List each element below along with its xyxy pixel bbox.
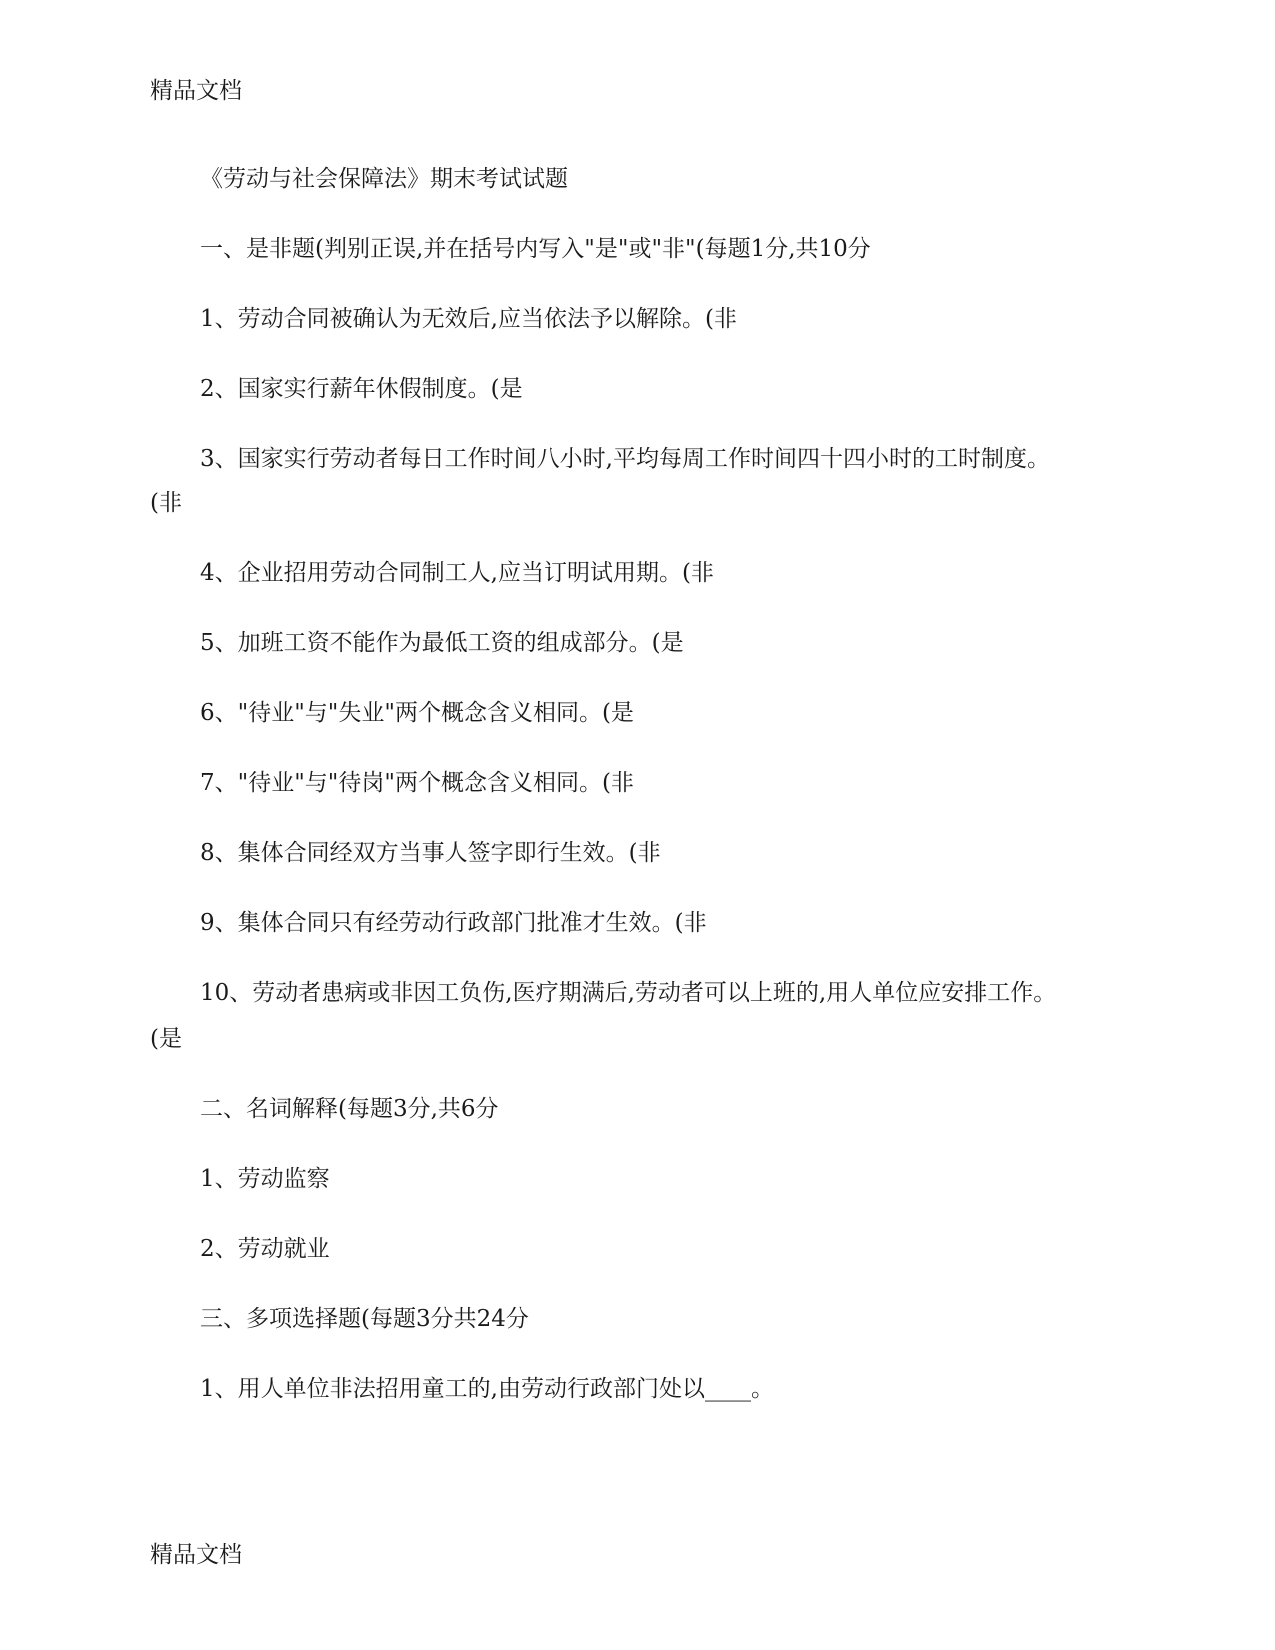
question-item: 1、用人单位非法招用童工的,由劳动行政部门处以____。	[200, 1376, 774, 1402]
page-header: 精品文档	[150, 78, 242, 104]
term-item: 1、劳动监察	[200, 1166, 330, 1192]
question-item-continuation: (是	[150, 1026, 182, 1052]
section-1-heading: 一、是非题(判别正误,并在括号内写入"是"或"非"(每题1分,共10分	[200, 236, 871, 262]
question-item: 6、"待业"与"失业"两个概念含义相同。(是	[200, 700, 634, 726]
question-item-continuation: (非	[150, 490, 182, 516]
section-3-heading: 三、多项选择题(每题3分共24分	[200, 1306, 529, 1332]
question-item: 1、劳动合同被确认为无效后,应当依法予以解除。(非	[200, 306, 737, 332]
term-item: 2、劳动就业	[200, 1236, 330, 1262]
question-item: 4、企业招用劳动合同制工人,应当订明试用期。(非	[200, 560, 714, 586]
question-item: 9、集体合同只有经劳动行政部门批准才生效。(非	[200, 910, 707, 936]
question-item: 8、集体合同经双方当事人签字即行生效。(非	[200, 840, 661, 866]
section-2-heading: 二、名词解释(每题3分,共6分	[200, 1096, 499, 1122]
question-item: 7、"待业"与"待岗"两个概念含义相同。(非	[200, 770, 634, 796]
question-item: 2、国家实行薪年休假制度。(是	[200, 376, 523, 402]
question-item: 5、加班工资不能作为最低工资的组成部分。(是	[200, 630, 684, 656]
question-item: 3、国家实行劳动者每日工作时间八小时,平均每周工作时间四十四小时的工时制度。	[200, 446, 1050, 472]
question-item: 10、劳动者患病或非因工负伤,医疗期满后,劳动者可以上班的,用人单位应安排工作。	[200, 980, 1057, 1006]
page-footer: 精品文档	[150, 1542, 242, 1568]
document-title: 《劳动与社会保障法》期末考试试题	[200, 166, 568, 192]
